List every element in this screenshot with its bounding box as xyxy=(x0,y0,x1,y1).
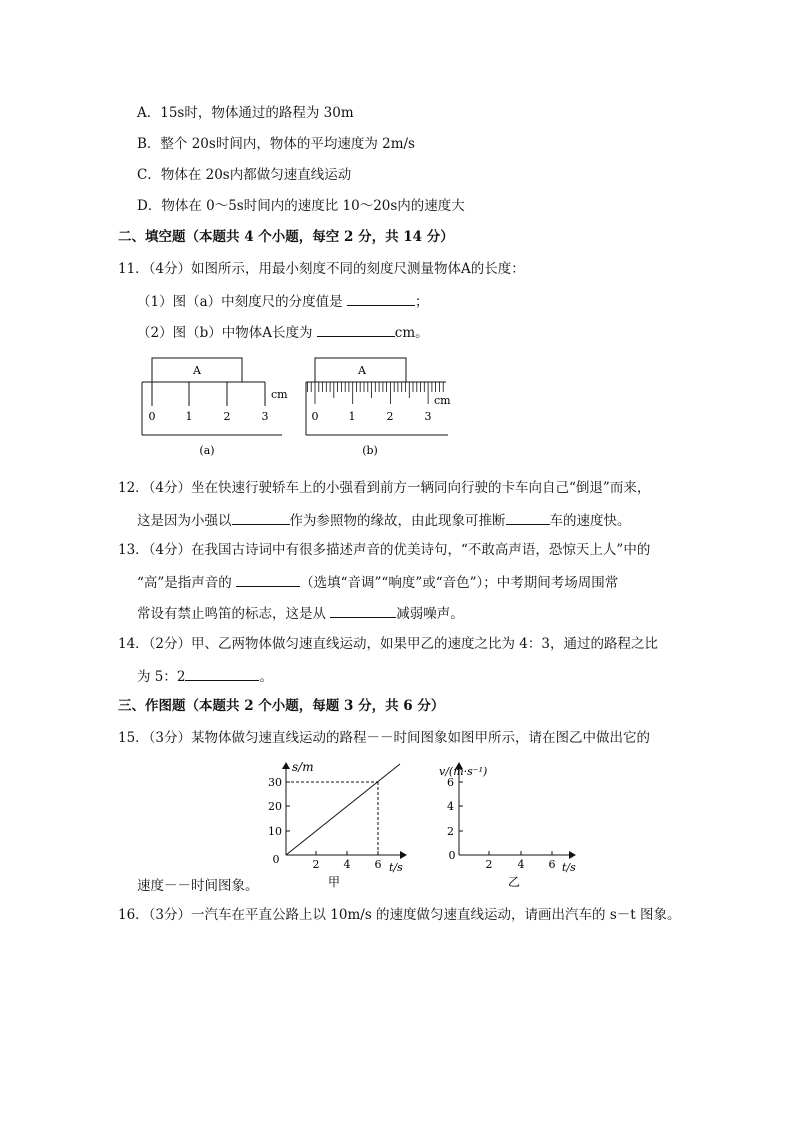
q11-part1-blank[interactable] xyxy=(347,291,415,306)
q11-part2-text: （2）图（b）中物体A长度为 xyxy=(137,325,313,341)
ruler-b xyxy=(306,358,451,457)
ruler-a-caption: (a) xyxy=(199,444,215,457)
option-c: C．物体在 20s内都做匀速直线运动 xyxy=(137,167,352,183)
option-d: D．物体在 0～5s时间内的速度比 10～20s内的速度大 xyxy=(137,198,465,214)
graph-jia-ytick-label: 10 xyxy=(268,825,282,838)
q12-blank-2[interactable] xyxy=(506,510,550,525)
graph-yi-ytick-label: 4 xyxy=(447,800,454,813)
graph-jia-xtick-label: 6 xyxy=(374,858,382,871)
q13-text-b: （选填“音调”“响度”或“音色”）；中考期间考场周围常 xyxy=(300,575,619,591)
ruler-b-minor-ticks xyxy=(308,382,444,404)
ruler-b-tick-label: 3 xyxy=(424,410,432,423)
graph-yi-xtick-label: 4 xyxy=(517,858,525,871)
graph-yi-xtick-label: 2 xyxy=(485,858,493,871)
q15-line2: 速度－－时间图象。 xyxy=(137,878,259,894)
ruler-b-unit: cm xyxy=(434,394,451,407)
q11-part2-blank[interactable] xyxy=(317,322,395,337)
graph-jia-xlabel: t/s xyxy=(389,861,403,874)
q14-blank[interactable] xyxy=(185,666,259,681)
graph-yi-xtick-label: 6 xyxy=(548,858,556,871)
graph-yi-xlabel: t/s xyxy=(562,861,576,874)
q13-text-d: 减弱噪声。 xyxy=(396,606,464,622)
q16-line1: 16．（3分）一汽车在平直公路上以 10m/s 的速度做匀速直线运动，请画出汽车的 s－t 图象。 xyxy=(118,907,681,923)
graph-yi-origin: 0 xyxy=(448,849,456,862)
ruler-a-tick-label: 1 xyxy=(185,410,193,423)
q11-part2-end: cm。 xyxy=(394,325,429,341)
q11-part1 xyxy=(137,291,428,311)
ruler-b-tick-label: 1 xyxy=(348,410,356,423)
ruler-b-caption: (b) xyxy=(362,444,378,457)
ruler-a-tick-label: 3 xyxy=(261,410,269,423)
section-heading-drawing: 三、作图题（本题共 2 个小题，每题 3 分，共 6 分） xyxy=(118,698,445,714)
q12-line2 xyxy=(137,510,631,530)
q13-text-c: 常设有禁止鸣笛的标志，这是从 xyxy=(137,606,326,622)
ruler-a-tick-label: 2 xyxy=(223,410,231,423)
ruler-a-tick-label: 0 xyxy=(148,410,156,423)
graph-jia-caption: 甲 xyxy=(327,875,341,889)
q13-line2 xyxy=(137,572,618,592)
q11-stem: 11．（4分）如图所示，用最小刻度不同的刻度尺测量物体A的长度： xyxy=(118,261,525,277)
graph-jia-ytick-label: 30 xyxy=(268,776,282,789)
q13-line1: 13．（4分）在我国古诗词中有很多描述声音的优美诗句，“不敢高声语，恐惊天上人”中的 xyxy=(118,542,651,558)
ruler-b-object-label: A xyxy=(358,364,366,377)
ruler-a-object-label: A xyxy=(193,364,201,377)
section-heading-fill-in: 二、填空题（本题共 4 个小题，每空 2 分，共 14 分） xyxy=(118,229,454,245)
option-b: B．整个 20s时间内，物体的平均速度为 2m/s xyxy=(137,136,415,152)
graph-jia-origin: 0 xyxy=(272,853,280,866)
graph-yi-ylabel: v/(m·s⁻¹) xyxy=(439,765,488,778)
ruler-a xyxy=(142,358,288,457)
q12-text-b: 作为参照物的缘故，由此现象可推断 xyxy=(289,513,506,529)
q14-text-a: 为 5：2 xyxy=(137,669,186,685)
graph-jia xyxy=(256,755,416,895)
q11-part2 xyxy=(137,322,429,342)
ruler-b-tick-label: 2 xyxy=(386,410,394,423)
ruler-b-tick-label: 0 xyxy=(311,410,319,423)
graph-jia-ylabel: s/m xyxy=(292,760,314,774)
q11-part1-text: （1）图（a）中刻度尺的分度值是 xyxy=(137,294,343,310)
q13-text-a: “高”是指声音的 xyxy=(137,575,232,591)
q11-part1-end: ； xyxy=(414,294,429,310)
q12-line1: 12．（4分）坐在快速行驶轿车上的小强看到前方一辆同向行驶的卡车向自己“倒退”而来， xyxy=(118,480,651,496)
option-a: A．15s时，物体通过的路程为 30m xyxy=(137,105,354,121)
graph-yi-ytick-label: 6 xyxy=(447,776,454,789)
q14-line1: 14．（2分）甲、乙两物体做匀速直线运动，如果甲乙的速度之比为 4：3，通过的路程之比 xyxy=(118,636,658,652)
graph-jia-xtick-label: 2 xyxy=(312,858,320,871)
graph-yi-caption: 乙 xyxy=(507,875,521,889)
graph-yi-ytick-label: 2 xyxy=(447,825,454,838)
q13-line3 xyxy=(137,603,464,623)
q13-blank-1[interactable] xyxy=(236,572,300,587)
graph-jia-line xyxy=(286,764,400,855)
graph-jia-ytick-label: 20 xyxy=(268,800,282,813)
q12-blank-1[interactable] xyxy=(232,510,290,525)
q14-line2 xyxy=(137,666,273,686)
ruler-figures xyxy=(130,350,460,465)
graph-jia-xtick-label: 4 xyxy=(343,858,351,871)
q15-line1: 15．（3分）某物体做匀速直线运动的路程－－时间图象如图甲所示，请在图乙中做出它的 xyxy=(118,730,651,746)
q12-text-a: 这是因为小强以 xyxy=(137,513,232,529)
graph-yi xyxy=(432,755,592,895)
q14-text-b: 。 xyxy=(259,669,273,685)
q12-text-c: 车的速度快。 xyxy=(549,513,631,529)
ruler-a-unit: cm xyxy=(271,388,288,401)
q13-blank-2[interactable] xyxy=(330,603,396,618)
